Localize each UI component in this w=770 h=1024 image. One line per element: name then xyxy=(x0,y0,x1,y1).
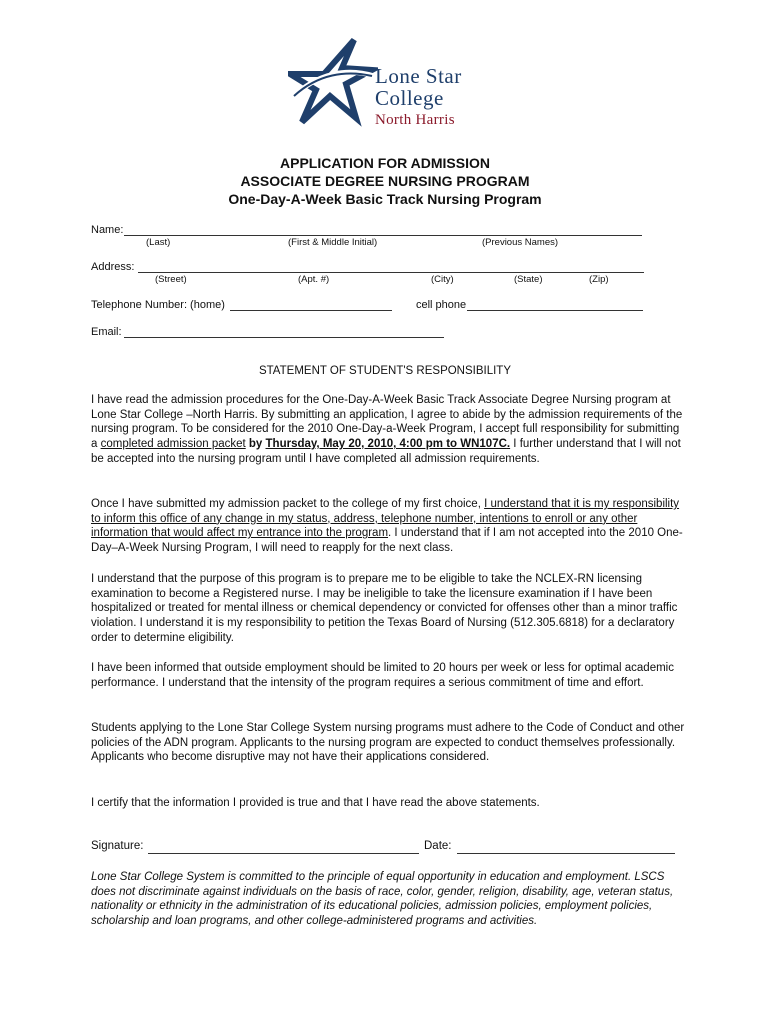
name-field[interactable] xyxy=(124,235,642,236)
address-label: Address: xyxy=(91,261,135,273)
signature-field[interactable] xyxy=(148,853,419,854)
star-swoosh-logo-icon xyxy=(288,38,378,134)
address-sub-state: (State) xyxy=(514,274,543,285)
logo-text-lone-star: Lone Star xyxy=(375,64,462,88)
address-sub-zip: (Zip) xyxy=(589,274,609,285)
address-sub-apt: (Apt. #) xyxy=(298,274,330,285)
address-sub-street: (Street) xyxy=(155,274,187,285)
telephone-label: Telephone Number: (home) xyxy=(91,299,225,311)
deadline-text: Thursday, May 20, 2010, 4:00 pm to WN107C xyxy=(265,438,507,451)
cell-phone-field[interactable] xyxy=(467,310,643,311)
paragraph-6: I certify that the information I provided is true and that I have read the above statements. xyxy=(91,797,540,809)
logo-text-college: College xyxy=(375,86,444,110)
address-sub-city: (City) xyxy=(431,274,454,285)
name-label: Name: xyxy=(91,224,124,236)
title-line-2: ASSOCIATE DEGREE NURSING PROGRAM xyxy=(240,173,530,189)
name-sub-last: (Last) xyxy=(146,237,171,248)
home-phone-field[interactable] xyxy=(230,310,392,311)
college-logo xyxy=(288,38,488,134)
statement-heading: STATEMENT OF STUDENT'S RESPONSIBILITY xyxy=(258,365,512,377)
paragraph-4: I have been informed that outside employment should be limited to 20 hours per week or less for optimal academic performance. I understand that the intensity of the program requires a serious commitment of time and effort. xyxy=(91,662,674,689)
name-sub-previous: (Previous Names) xyxy=(482,237,559,248)
name-sub-first-middle: (First & Middle Initial) xyxy=(288,237,378,248)
responsibility-underlined-text: I understand that it is my responsibility to inform this office of any change in my status, address, telephone number, intentions to enroll or any other information that would affect my entrance into the program xyxy=(91,498,680,540)
paragraph-1: I have read the admission procedures for the One-Day-A-Week Basic Track Associate Degree Nursing program at Lone Star College –North Harris. By submitting an application, I agree to abide by the admission requirements of the nursing program. To be considered for the 2010 One-Day-a-Week Program, I accept full responsibility for submitting a completed admission packet by Thursday, May 20, 2010, 4:00 pm to WN107C. I further understand that I will not be accepted into the nursing program until I have completed all admission requirements. xyxy=(91,394,683,465)
title-line-1: APPLICATION FOR ADMISSION xyxy=(280,155,490,171)
title-line-3: One-Day-A-Week Basic Track Nursing Program xyxy=(228,191,542,207)
cell-phone-label: cell phone xyxy=(416,299,467,311)
equal-opportunity-statement: Lone Star College System is committed to the principle of equal opportunity in education and employment. LSCS does not discriminate against individuals on the basis of race, color, gender, religion, disability, age, veteran status, nationality or ethnicity in the administration of its educational policies, admission policies, employment policies, scholarship and loan programs, and other college-administered programs and activities. xyxy=(91,871,674,928)
date-label: Date: xyxy=(424,840,452,852)
paragraph-2: Once I have submitted my admission packet to the college of my first choice, I understand that it is my responsibility to inform this office of any change in my status, address, telephone number, intentions to enroll or any other information that would affect my entrance into the program. I understand that if I am not accepted into the 2010 One-Day–A-Week Nursing Program, I will need to reapply for the next class. xyxy=(91,498,683,555)
date-field[interactable] xyxy=(457,853,675,854)
email-label: Email: xyxy=(91,326,122,338)
address-field[interactable] xyxy=(138,272,644,273)
paragraph-5: Students applying to the Lone Star College System nursing programs must adhere to the Code of Conduct and other policies of the ADN program. Applicants to the nursing program are expected to conduct themselves professionally. Applicants who become disruptive may not have their applications considered. xyxy=(91,722,685,764)
email-field[interactable] xyxy=(124,337,444,338)
completed-packet-text: completed admission packet xyxy=(100,438,246,451)
logo-text-north-harris: North Harris xyxy=(375,112,455,128)
paragraph-3: I understand that the purpose of this program is to prepare me to be eligible to take the NCLEX-RN licensing examination to become a Registered nurse. I may be ineligible to take the licensure examination if I have been hospitalized or treated for mental illness or chemical dependency or convicted for offenses other than a minor traffic violation. I understand it is my responsibility to petition the Texas Board of Nursing (512.305.6818) for a declaratory order to determine eligibility. xyxy=(91,573,678,644)
signature-label: Signature: xyxy=(91,840,144,852)
